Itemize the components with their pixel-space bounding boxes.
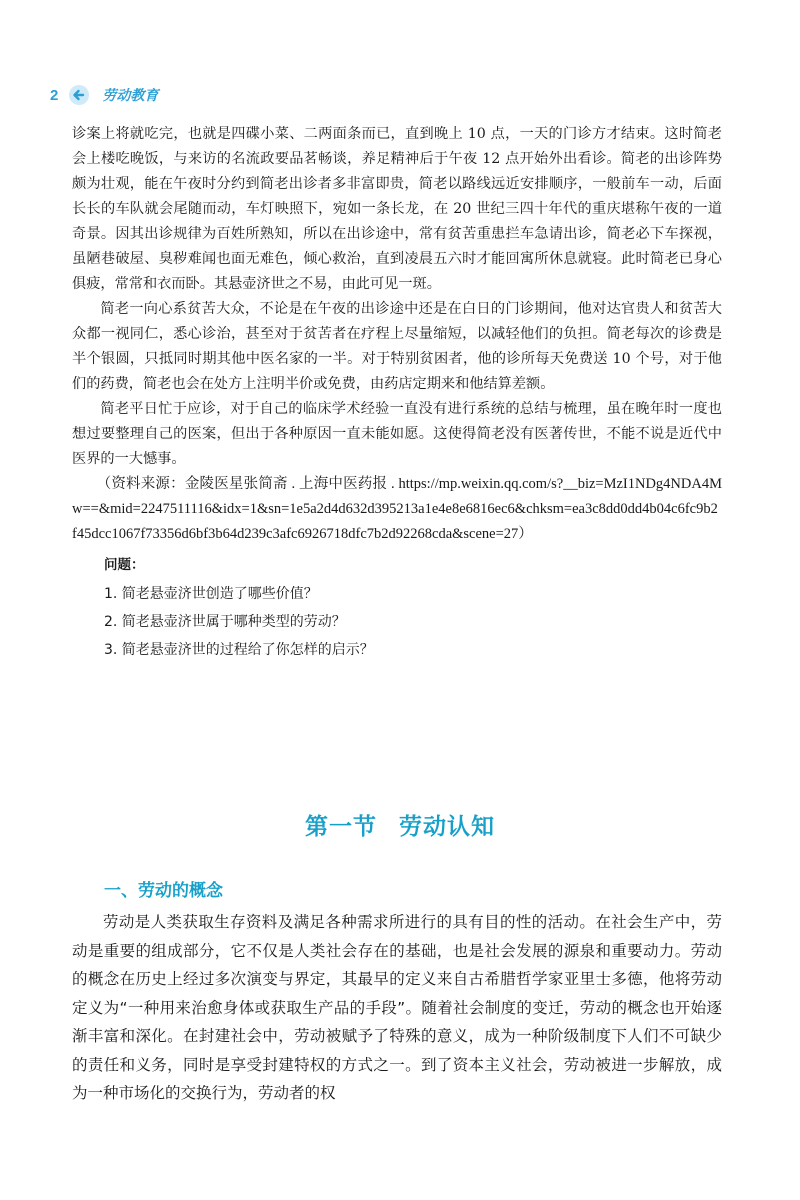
source-citation: （资料来源：金陵医星张简斋 . 上海中医药报 . https://mp.weixin.qq.com/s?__biz=MzI1NDg4NDA4Mw==&mid=2247511116&idx=1&sn=1e5a2d4d632d395213a1e4e8e6816ec6&chksm=ea3c8dd0dd4b04c6fc9b2f45dcc1067f73356d6bf3b64d239c3afc6926718dfc7b2d92268cda&scene=27） [72,476,722,542]
question-item: 1. 简老悬壶济世创造了哪些价值？ [104,586,318,602]
section-title [0,808,800,841]
question-item: 2. 简老悬壶济世属于哪种类型的劳动？ [104,614,346,630]
running-header-title: 劳动教育 [102,88,159,104]
paragraph: 简老平日忙于应诊，对于自己的临床学术经验一直没有进行系统的总结与梳理，虽在晚年时一度也想过要整理自己的医案，但出于各种原因一直未能如愿。这使得简老没有医著传世，不能不说是近代中医界的一大憾事。 [72,401,722,467]
page-header [50,84,158,106]
page-number: 2 [50,86,59,104]
arrow-left-icon [68,84,90,106]
concept-paragraph: 劳动是人类获取生存资料及满足各种需求所进行的具有目的性的活动。在社会生产中，劳动是重要的组成部分，它不仅是人类社会存在的基础，也是社会发展的源泉和重要动力。劳动的概念在历史上经过多次演变与界定，其最早的定义来自古希腊哲学家亚里士多德，他将劳动定义为“一种用来治愈身体或获取生产品的手段”。随着社会制度的变迁，劳动的概念也开始逐渐丰富和深化。在封建社会中，劳动被赋予了特殊的意义，成为一种阶级制度下人们不可缺少的责任和义务，同时是享受封建特权的方式之一。到了资本主义社会，劳动被进一步解放，成为一种市场化的交换行为，劳动者的权 [72,913,722,1102]
paragraph: 简老一向心系贫苦大众，不论是在午夜的出诊途中还是在白日的门诊期间，他对达官贵人和贫苦大众都一视同仁，悉心诊治，甚至对于贫苦者在疗程上尽量缩短，以减轻他们的负担。简老每次的诊费是半个银圆，只抵同时期其他中医名家的一半。对于特别贫困者，他的诊所每天免费送 10 个号，对于他们的药费，简老也会在处方上注明半价或免费，由药店定期来和他结算差额。 [72,301,722,392]
questions-title: 问题： [104,557,145,573]
section-name: 劳动认知 [399,814,495,840]
question-item: 3. 简老悬壶济世的过程给了你怎样的启示？ [104,642,374,658]
subsection-title: 一、劳动的概念 [104,881,223,901]
case-story [72,122,722,664]
section-number: 第一节 [305,814,377,840]
paragraph: 诊案上将就吃完，也就是四碟小菜、二两面条而已，直到晚上 10 点，一天的门诊方才结束。这时简老会上楼吃晚饭，与来访的名流政要品茗畅谈，养足精神后于午夜 12 点开始外出看诊。简老的出诊阵势颇为壮观，能在午夜时分约到简老出诊者多非富即贵，简老以路线远近安排顺序，一般前车一动，后面长长的车队就会尾随而动，车灯映照下，宛如一条长龙，在 20 世纪三四十年代的重庆堪称午夜的一道奇景。因其出诊规律为百姓所熟知，所以在出诊途中，常有贫苦重患拦车急请出诊，简老必下车探视，虽陋巷破屋、臭秽难闻也面无难色，倾心救治，直到凌晨五六时才能回寓所休息就寝。此时简老已身心俱疲，常常和衣而卧。其悬壶济世之不易，由此可见一斑。 [72,126,722,292]
